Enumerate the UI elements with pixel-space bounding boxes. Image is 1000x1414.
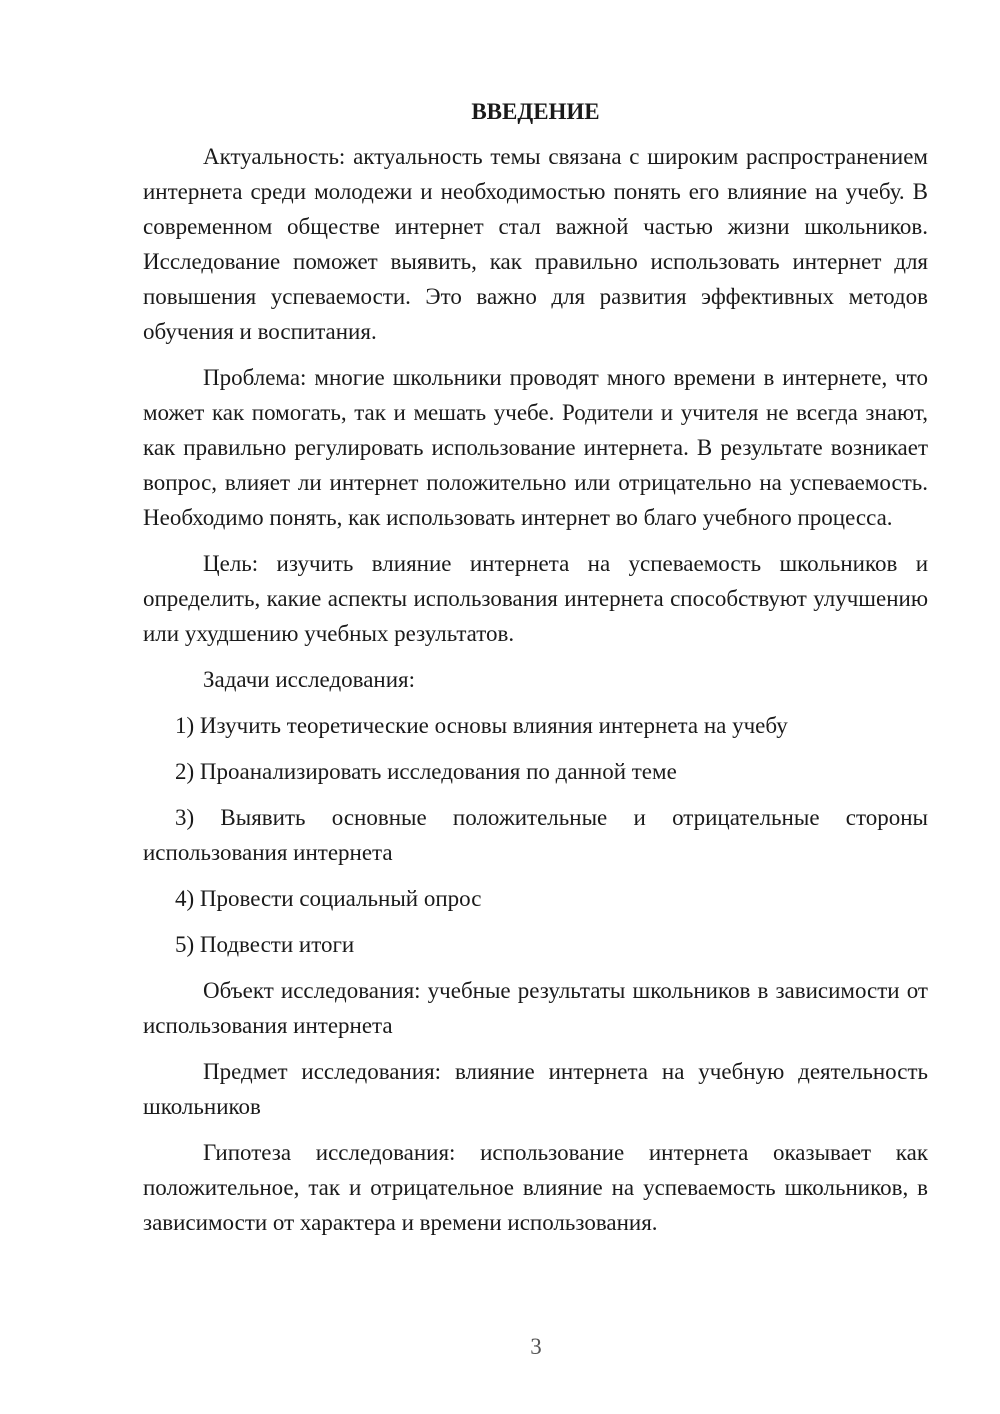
paragraph-goal: Цель: изучить влияние интернета на успеваемость школьников и определить, какие аспекты использования интернета способствуют улучшению или ухудшению учебных результатов. [143, 551, 928, 646]
list-item: 4) Провести социальный опрос [175, 886, 482, 911]
list-item: 1) Изучить теоретические основы влияния интернета на учебу [175, 713, 788, 738]
tasks-heading: Задачи исследования: [203, 667, 416, 692]
paragraph-relevance: Актуальность: актуальность темы связана с широким распространением интернета среди молодежи и необходимостью понять его влияние на учебу. В современном обществе интернет стал важной частью жизни школьников. Исследование поможет выявить, как правильно использовать интернет для повышения успеваемости. Это важно для развития эффективных методов обучения и воспитания. [143, 144, 928, 344]
list-item: 5) Подвести итоги [175, 932, 355, 957]
paragraph-hypothesis: Гипотеза исследования: использование интернета оказывает как положительное, так и отрицательное влияние на успеваемость школьников, в зависимости от характера и времени использования. [143, 1140, 928, 1235]
list-item: 3) Выявить основные положительные и отрицательные стороны использования интернета [143, 805, 928, 865]
page-content [143, 94, 928, 1251]
tasks-list [143, 708, 928, 962]
list-item: 2) Проанализировать исследования по данной теме [175, 759, 677, 784]
paragraph-problem: Проблема: многие школьники проводят много времени в интернете, что может как помогать, так и мешать учебе. Родители и учителя не всегда знают, как правильно регулировать использование интернета. В результате возникает вопрос, влияет ли интернет положительно или отрицательно на успеваемость. Необходимо понять, как использовать интернет во благо учебного процесса. [143, 365, 928, 530]
paragraph-object: Объект исследования: учебные результаты школьников в зависимости от использования интернета [143, 978, 928, 1038]
paragraph-subject: Предмет исследования: влияние интернета на учебную деятельность школьников [143, 1059, 928, 1119]
section-title: ВВЕДЕНИЕ [471, 99, 600, 124]
page-number: 3 [530, 1334, 542, 1359]
